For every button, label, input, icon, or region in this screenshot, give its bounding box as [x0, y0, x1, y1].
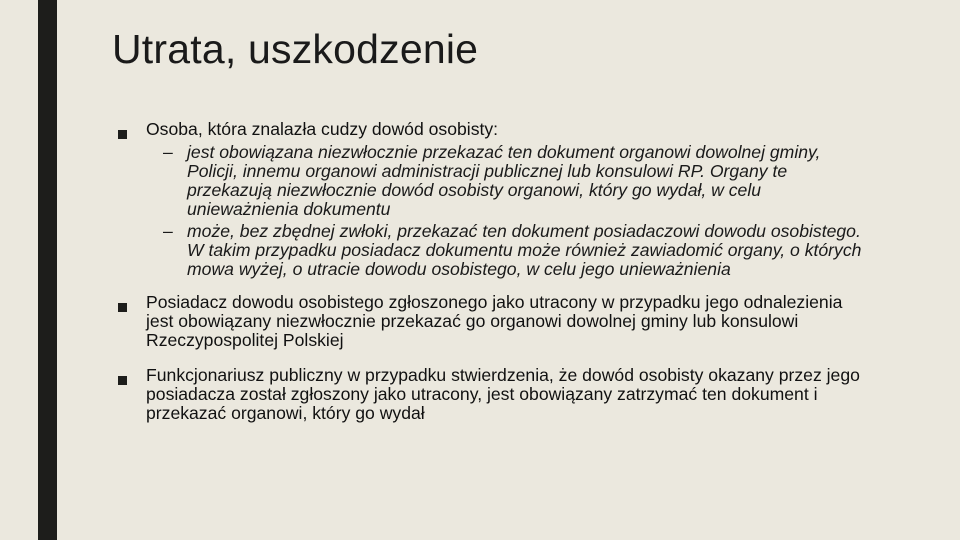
sub-item-2 [146, 222, 872, 279]
bullet-text: Posiadacz dowodu osobistego zgłoszonego jako utracony w przypadku jego odnalezienia jest obowiązany niezwłocznie przekazać go organowi dowolnej gminy lub konsulowi Rzeczypospolitej Polskiej [146, 292, 843, 350]
sub-item-text: może, bez zbędnej zwłoki, przekazać ten dokument posiadaczowi dowodu osobistego. [187, 221, 861, 241]
slide-content [112, 120, 872, 423]
square-bullet-icon [118, 303, 127, 312]
left-accent-bar [38, 0, 57, 540]
slide-title: Utrata, uszkodzenie [112, 26, 479, 72]
dash-icon: – [163, 221, 173, 241]
bullet-item-1 [112, 120, 872, 279]
sub-item-1 [146, 143, 872, 219]
square-bullet-icon [118, 376, 127, 385]
bullet-text: Funkcjonariusz publiczny w przypadku stwierdzenia, że dowód osobisty okazany przez jego posiadacza został zgłoszony jako utracony, jest obowiązany zatrzymać ten dokument i przekazać organowi, który go wydał [146, 365, 860, 423]
sub-item-continuation: W takim przypadku posiadacz dokumentu może również zawiadomić organy, o których mowa wyżej, o utracie dowodu osobistego, w celu jego unieważnienia [187, 240, 862, 279]
bullet-text: Osoba, która znalazła cudzy dowód osobisty: [146, 119, 499, 139]
square-bullet-icon [118, 130, 127, 139]
bullet-item-2 [112, 293, 872, 350]
sub-item-text: jest obowiązana niezwłocznie przekazać ten dokument organowi dowolnej gminy, Policji, innemu organowi administracji publicznej lub konsulowi RP. Organy te przekazują niezwłocznie dowód osobisty organowi, który go wydał, w celu unieważnienia dokumentu [187, 142, 821, 219]
dash-icon: – [163, 142, 173, 162]
sub-list [146, 143, 872, 279]
bullet-item-3 [112, 366, 872, 423]
